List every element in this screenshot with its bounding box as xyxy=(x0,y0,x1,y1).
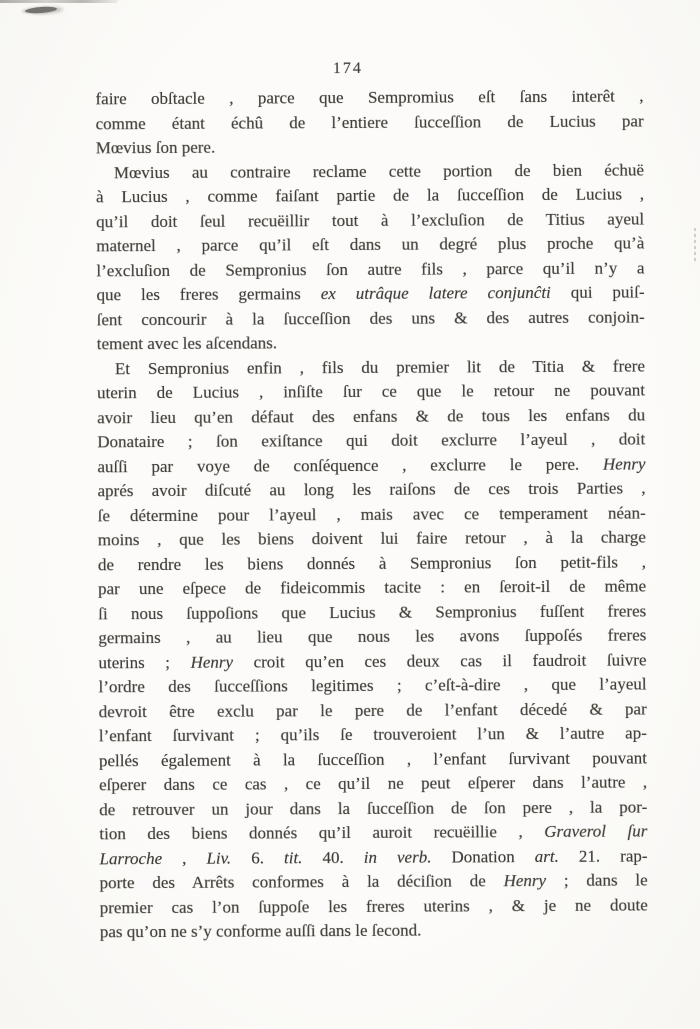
text-line xyxy=(100,868,648,895)
text-line xyxy=(99,844,647,871)
text-segment: ; dans le xyxy=(546,870,648,890)
text-line xyxy=(99,697,647,724)
text-line xyxy=(96,182,644,209)
text-segment: à Lucius , comme faiſant partie de la ſucceſſion de Lucius , xyxy=(95,184,645,207)
text-segment: Mœvius au contraire reclame cette portion de bien échuë xyxy=(113,159,644,182)
text-segment: ſi nous ſuppoſions que Lucius & Sempronius fuſſent freres xyxy=(98,600,647,623)
text-segment: Donataire ; ſon exiſtance qui doit exclurre l’ayeul , doit xyxy=(97,429,646,452)
text-line xyxy=(98,525,646,552)
page-number: 174 xyxy=(332,59,363,78)
text-segment: 21. rap- xyxy=(558,845,648,866)
text-line xyxy=(98,501,646,528)
text-line xyxy=(96,158,644,185)
text-segment: auſſi par voye de conſéquence , exclurre le pere. xyxy=(97,454,603,476)
text-segment: tion des biens donnés qu’il auroit recuëillie , xyxy=(99,821,545,844)
text-segment: maternel , parce qu’il eſt dans un degré plus proche qu’à xyxy=(96,233,645,256)
text-line xyxy=(99,672,647,699)
text-segment: premier cas l’on ſuppoſe les freres uterins , & je ne doute xyxy=(99,894,648,917)
italic-text-segment: ex utrâque latere conjunĉti xyxy=(320,282,551,304)
text-segment: par une eſpece de fideicommis tacite : en ſeroit-il de même xyxy=(98,576,647,599)
text-segment: l’ordre des ſucceſſions legitimes ; c’eſt-à-dire , que l’ayeul xyxy=(98,674,647,697)
text-line xyxy=(97,305,645,332)
paragraph xyxy=(96,158,645,357)
text-segment: Mœvius ſon pere. xyxy=(95,137,216,158)
text-segment: qui puiſ- xyxy=(550,282,645,302)
text-segment: uterin de Lucius , inſiſte ſur ce que le retour ne pouvant xyxy=(97,380,646,403)
italic-text-segment: art. xyxy=(534,846,559,866)
text-line xyxy=(99,795,647,822)
text-line xyxy=(98,648,646,675)
text-segment: devroit être exclu par le pere de l’enfant décedé & par xyxy=(98,698,647,721)
text-line xyxy=(97,403,645,430)
text-line xyxy=(97,427,645,454)
text-line xyxy=(97,452,645,479)
text-segment: germains , au lieu que nous les avons ſuppoſés freres xyxy=(98,625,647,648)
text-line xyxy=(99,746,647,773)
text-segment: Et Sempronius enfin , fils du premier lit de Titia & frere xyxy=(114,355,645,378)
paragraph xyxy=(95,84,643,160)
text-line xyxy=(97,378,645,405)
text-segment: 40. xyxy=(302,847,364,867)
text-segment: avoir lieu qu’en défaut des enfans & de tous les enfans du xyxy=(97,404,646,427)
text-segment: aprés avoir diſcuté au long les raiſons de ces trois Parties , xyxy=(97,478,646,501)
text-segment: ſent concourir à la ſucceſſion des uns & des autres conjoin- xyxy=(96,306,645,329)
text-segment: 6. xyxy=(231,847,285,868)
text-segment: croit qu’en ces deux cas il faudroit ſuivre xyxy=(232,649,647,672)
text-line xyxy=(100,917,648,944)
text-segment: comme étant échû de l’entiere ſucceſſion de Lucius par xyxy=(95,110,644,133)
text-line xyxy=(96,280,644,307)
text-line xyxy=(98,476,646,503)
italic-text-segment: tit. xyxy=(283,847,303,867)
text-line xyxy=(95,84,643,111)
text-segment: uterins ; xyxy=(98,652,191,672)
page-text xyxy=(95,84,647,944)
paragraph xyxy=(97,354,648,945)
text-line xyxy=(97,354,645,381)
text-line xyxy=(99,770,647,797)
italic-text-segment: Larroche xyxy=(99,848,163,868)
text-line xyxy=(96,231,644,258)
text-line xyxy=(98,623,646,650)
text-line xyxy=(97,329,645,356)
text-segment: pellés également à la ſucceſſion , l’enfant ſurvivant pouvant xyxy=(98,747,648,770)
text-segment: moins , que les biens doivent lui faire retour , à la charge xyxy=(97,527,646,550)
text-segment: ſe détermine pour l’ayeul , mais avec ce temperament néan- xyxy=(97,502,646,525)
text-line xyxy=(96,207,644,234)
italic-text-segment: Graverol ſur xyxy=(544,821,648,841)
italic-text-segment: Henry xyxy=(190,652,234,672)
text-line xyxy=(100,893,648,920)
text-segment: de rendre les biens donnés à Sempronius ſon petit-fils , xyxy=(97,551,646,574)
text-segment: eſperer dans ce cas , ce qu’il ne peut eſperer dans l’autre , xyxy=(99,772,648,795)
text-line xyxy=(96,109,644,136)
text-segment: que les freres germains xyxy=(96,284,321,305)
text-segment: l’excluſion de Sempronius ſon autre fils , parce qu’il n’y a xyxy=(96,257,645,280)
italic-text-segment: Henry xyxy=(503,870,547,891)
italic-text-segment: Liv. xyxy=(206,848,232,868)
text-segment: de retrouver un jour dans la ſucceſſion de ſon pere , la por- xyxy=(99,796,648,819)
italic-text-segment: in verb. xyxy=(363,847,432,867)
text-line xyxy=(98,599,646,626)
text-segment: porte des Arrêts conformes à la déciſion de xyxy=(99,871,504,893)
text-segment: Donation xyxy=(431,846,535,867)
text-line xyxy=(98,574,646,601)
text-line xyxy=(99,819,647,846)
text-line xyxy=(99,721,647,748)
text-line xyxy=(96,256,644,283)
italic-text-segment: Henry xyxy=(602,453,646,474)
text-segment: qu’il doit ſeul recuëillir tout à l’excluſion de Titius ayeul xyxy=(96,208,645,231)
text-segment: l’enfant ſurvivant ; qu’ils ſe trouveroient l’un & l’autre ap- xyxy=(98,723,647,746)
text-segment: faire obſtacle , parce que Sempromius eſt ſans interêt , xyxy=(95,86,644,109)
text-segment: tement avec les aſcendans. xyxy=(96,333,278,354)
text-segment: , xyxy=(162,848,207,868)
text-segment: pas qu’on ne s’y conforme auſſi dans le ſecond. xyxy=(99,920,422,942)
text-line xyxy=(96,133,644,160)
text-line xyxy=(98,550,646,577)
